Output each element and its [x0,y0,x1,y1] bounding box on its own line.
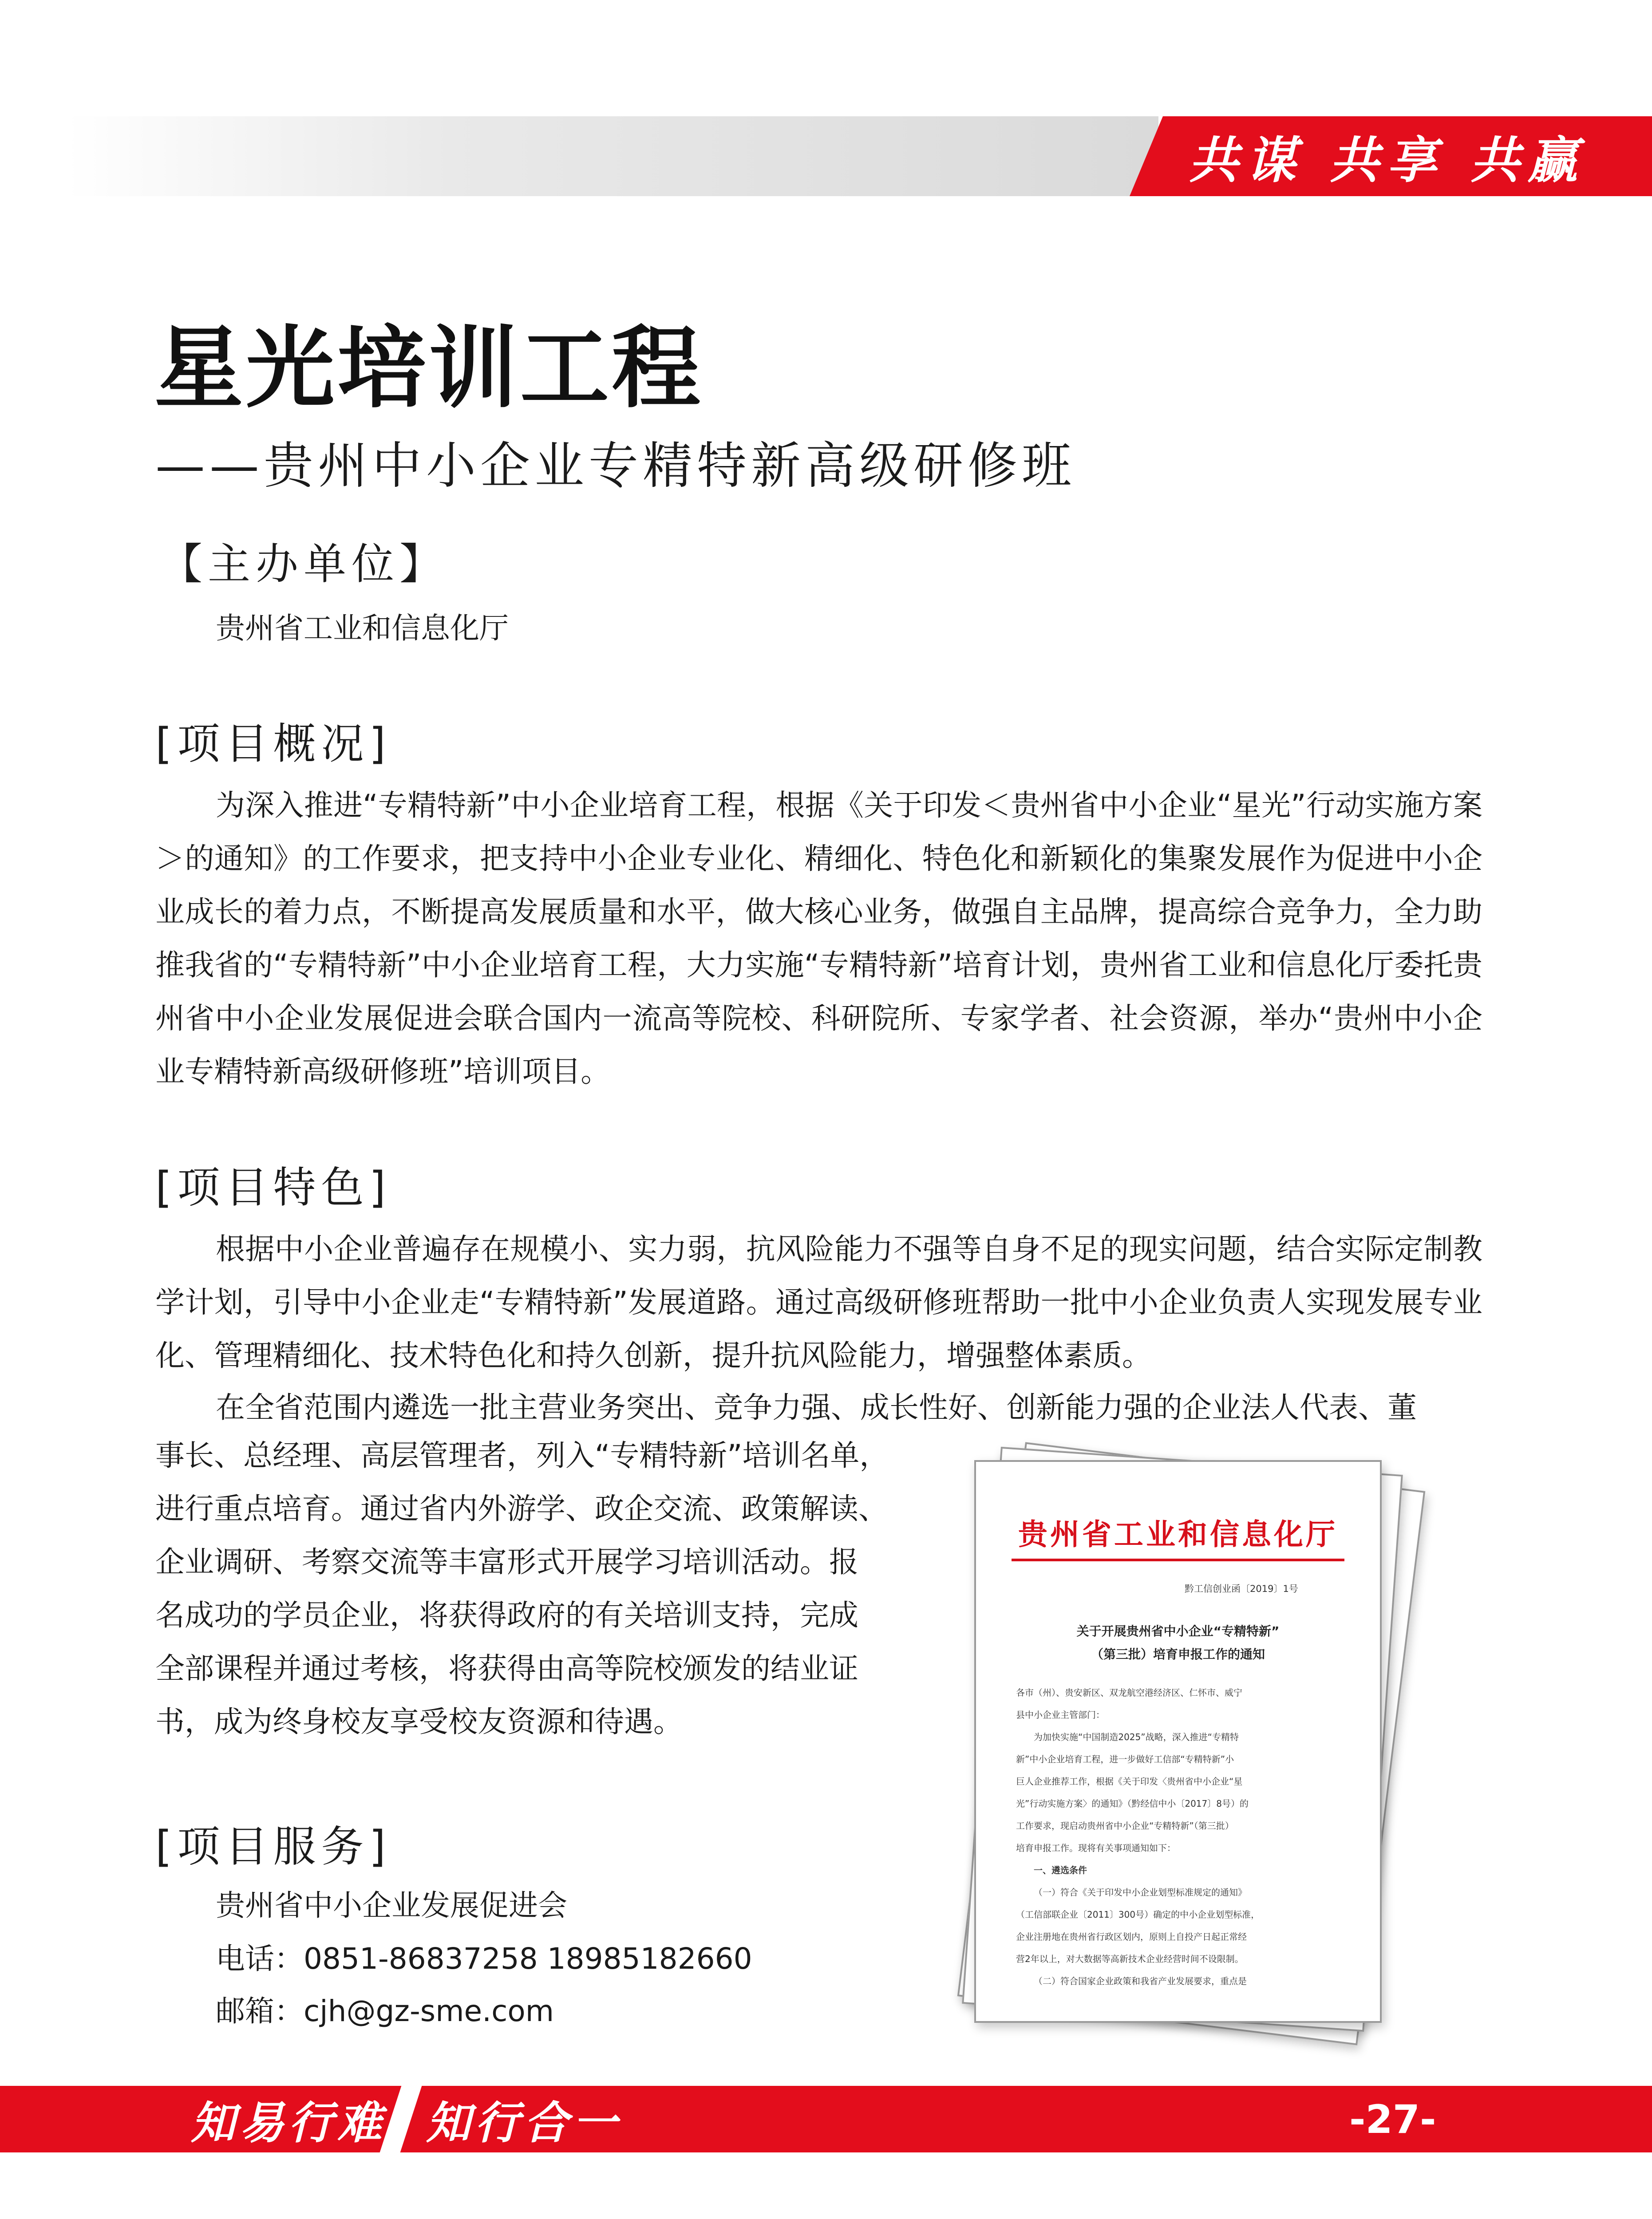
page-number: -27- [1349,2096,1436,2142]
doc-line: 各市（州）、贵安新区、双龙航空港经济区、仁怀市、威宁 [1016,1687,1242,1698]
document-red-rule [1012,1559,1344,1561]
document-title-line-1: 关于开展贵州省中小企业“专精特新” [1076,1624,1280,1639]
doc-line: 新”中小企业培育工程，进一步做好工信部“专精特新”小 [1016,1754,1234,1765]
service-org: 贵州省中小企业发展促进会 [216,1888,567,1923]
document-number: 黔工信创业函〔2019〕1号 [1185,1583,1298,1594]
features-heading: [项目特色] [155,1163,391,1212]
doc-line: 培育申报工作。现将有关事项通知如下： [1016,1843,1176,1853]
overview-paragraph: 为深入推进“专精特新”中小企业培育工程，根据《关于印发＜贵州省中小企业“星光”行动实施方案＞的通知》的工作要求，把支持中小企业专业化、精细化、特色化和新颖化的集聚发展作为促进中小企业成长的着力点，不断提高发展质量和水平，做大核心业务，做强自主品牌，提高综合竞争力，全力助推我省的“专精特新”中小企业培育工程，大力实施“专精特新”培育计划，贵州省工业和信息化厅委托贵州省中小企业发展促进会联合国内一流高等院校、科研院所、专家学者、社会资源，举办“贵州中小企业专精特新高级研修班”培训项目。 [155,788,1482,1089]
text-line: 书，成为终身校友享受校友资源和待遇。 [155,1705,683,1739]
doc-line: （一）符合《关于印发中小企业划型标准规定的通知》 [1034,1887,1247,1898]
document-body [1016,1682,1353,1992]
features-paragraph-2-rest [155,1429,919,1749]
doc-line: 企业注册地在贵州省行政区划内，原则上自投产日起正常经 [1016,1931,1247,1942]
article-title: 星光培训工程 [154,317,703,420]
footer-slogan-left: 知易行难 [191,2097,386,2149]
text-line: 企业调研、考察交流等丰富形式开展学习培训活动。报 [155,1545,858,1579]
service-phone: 电话：0851-86837258 18985182660 [216,1942,752,1976]
service-heading: [项目服务] [155,1822,391,1872]
doc-line: 巨人企业推荐工作，根据《关于印发〈贵州省中小企业“星 [1016,1776,1243,1787]
document-front-sheet [974,1460,1382,2023]
text-line: 事长、总经理、高层管理者，列入“专精特新”培训名单， [155,1438,889,1473]
host-name: 贵州省工业和信息化厅 [216,611,509,645]
header-slogan: 共谋 共享 共赢 [1189,131,1585,190]
doc-line: （二）符合国家企业政策和我省产业发展要求，重点是 [1034,1976,1247,1986]
doc-line: （工信部联企业〔2011〕300号）确定的中小企业划型标准， [1016,1909,1260,1920]
service-email: 邮箱：cjh@gz-sme.com [216,1994,554,2028]
doc-line: 为加快实施“中国制造2025”战略，深入推进“专精特 [1034,1732,1239,1742]
doc-line: 县中小企业主管部门： [1016,1710,1105,1720]
features-paragraph-2-first-line: 在全省范围内遴选一批主营业务突出、竞争力强、成长性好、创新能力强的企业法人代表、董 [216,1390,1417,1425]
text-line: 名成功的学员企业，将获得政府的有关培训支持，完成 [155,1598,858,1632]
features-paragraph-1: 根据中小企业普遍存在规模小、实力弱，抗风险能力不强等自身不足的现实问题，结合实际定制教学计划，引导中小企业走“专精特新”发展道路。通过高级研修班帮助一批中小企业负责人实现发展专业化、管理精细化、技术特色化和持久创新，提升抗风险能力，增强整体素质。 [155,1232,1482,1373]
doc-line: 光”行动实施方案〉的通知》（黔经信中小〔2017〕8号）的 [1016,1798,1249,1809]
text-line: 全部课程并通过考核，将获得由高等院校颁发的结业证 [155,1651,858,1686]
overview-heading: [项目概况] [155,719,391,769]
host-heading: 【主办单位】 [160,539,447,589]
article-subtitle: ——贵州中小企业专精特新高级研修班 [155,437,1076,495]
document-header: 贵州省工业和信息化厅 [1018,1517,1338,1552]
text-line: 进行重点培育。通过省内外游学、政企交流、政策解读、 [155,1492,888,1526]
footer-slogan-right: 知行合一 [426,2097,621,2149]
doc-line: 营2年以上，对大数据等高新技术企业经营时间不设限制。 [1016,1954,1244,1964]
document-title-line-2: （第三批）培育申报工作的通知 [1091,1647,1265,1662]
doc-line: 一、遴选条件 [1034,1865,1087,1875]
doc-line: 工作要求，现启动贵州省中小企业“专精特新”（第三批） [1016,1820,1234,1831]
header-gradient-bar [67,116,1158,196]
